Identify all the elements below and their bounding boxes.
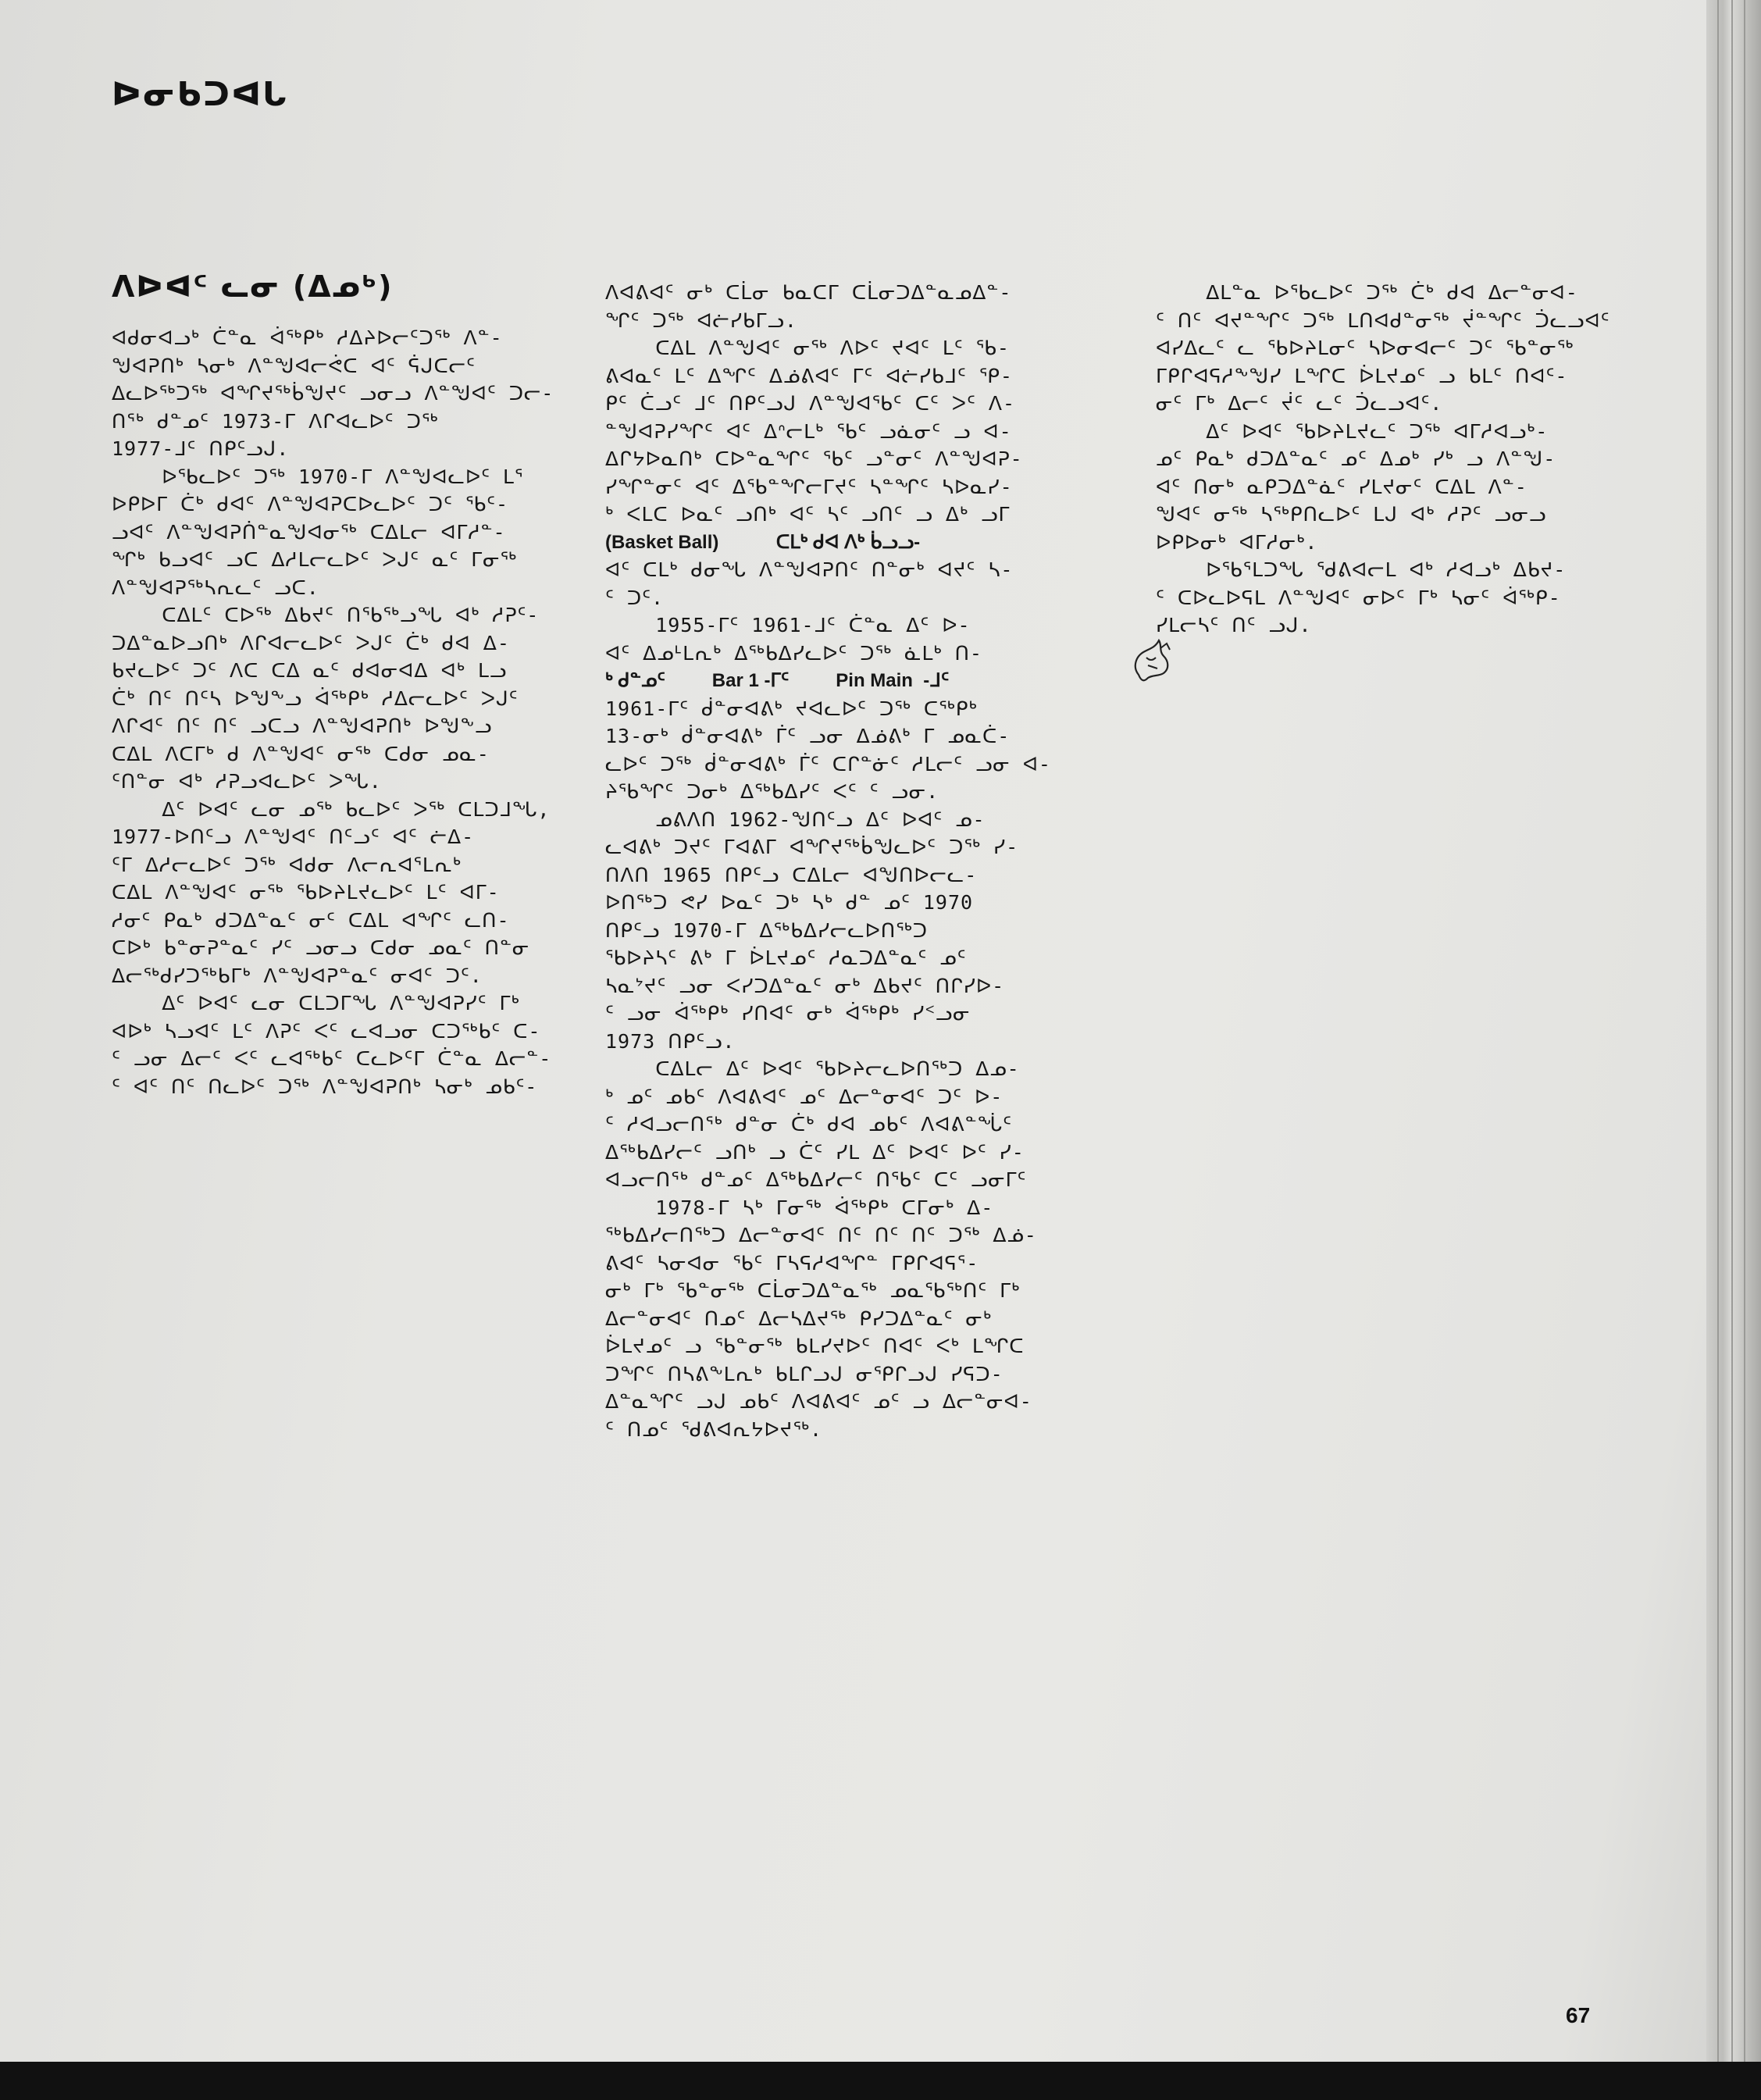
page-binding-edge <box>1706 0 1761 2062</box>
text-line: ᑐᐃᓐᓇᐅᓗᑎᒃ ᐱᒋᐊᓕᓚᐅᑦ ᐳᒍᑦ ᑖᒃ ᑯᐊ ᐃ- <box>112 631 510 654</box>
text-line: ᓗᐊᑦ ᐱᓐᖑᐊᕈᑏᓐᓇᖑᐊᓂᖅ ᑕᐃᒪᓕ ᐊᒥᓱᓐ- <box>112 520 506 544</box>
text-line: ᐅᑎᖅᑐ ᕙᓯ ᐅᓇᑦ ᑐᒃ ᓴᒃ ᑯᓐ ᓄᑦ 1970 <box>605 891 974 914</box>
text-line: ᐃᑦ ᐅᐊᑦ ᓚᓂ ᑕᒪᑐᒥᖓ ᐱᓐᖑᐊᕈᓯᑦ ᒥᒃ <box>112 992 520 1014</box>
scan-bottom-edge <box>0 2062 1761 2100</box>
text-line: 13-ᓂᒃ ᑰᓐᓂᐊᕕᒃ ᒦᑦ ᓗᓂ ᐃᓅᕕᒃ ᒥ ᓄᓇᑖ- <box>605 725 1011 747</box>
text-line: ᒥᑭᒋᐊᕋᓱᖕᖑᓯ ᒪᖏᑕ ᐆᒪᔪᓄᑦ ᓗ ᑲᒪᑦ ᑎᐊᑦ- <box>1156 364 1568 387</box>
text-line: ᑦᒥ ᐃᓱᓕᓚᐅᑦ ᑐᖅ ᐊᑯᓂ ᐱᓕᕆᐊᕐᒪᕆᒃ <box>112 853 462 876</box>
text-line: ᑐᖏᑦ ᑎᓴᕕᖕᒪᕆᒃ ᑲᒪᒋᓗᒍ ᓂᕿᒋᓗᒍ ᓯᕋᑐ- <box>605 1362 1003 1385</box>
text-line: ᓄᑦ ᑭᓇᒃ ᑯᑐᐃᓐᓇᑦ ᓄᑦ ᐃᓄᒃ ᓯᒃ ᓗ ᐱᓐᖑ- <box>1156 447 1556 470</box>
page-number: 67 <box>1566 2003 1591 2027</box>
text-line: ᓯᖏᓐᓂᑦ ᐊᑦ ᐃᖃᓐᖏᓕᒥᔪᑦ ᓴᓐᖏᑦ ᓴᐅᓇᓯ- <box>605 475 1013 498</box>
text-line: ᐅᖃᕐᒪᑐᖓ ᖁᕕᐊᓕᒪ ᐊᒃ ᓱᐊᓗᒃ ᐃᑲᔪ- <box>1156 558 1567 581</box>
text-line: ᐅᖃᓚᐅᑦ ᑐᖅ 1970-ᒥ ᐱᓐᖑᐊᓚᐅᑦ ᒪᕐ <box>112 465 524 488</box>
text-line: ᐃᓚᐅᖅᑐᖅ ᐊᖏᔪᖅᑳᖑᔪᑦ ᓗᓂᓗ ᐱᓐᖑᐊᑦ ᑐᓕ- <box>112 382 554 405</box>
text-line: ᕕᐊᑦ ᓴᓂᐊᓂ ᖃᑦ ᒥᓴᕋᓱᐊᖏᓐ ᒥᑭᒋᐊᕋᕐ- <box>605 1251 979 1275</box>
text-line: ᓄᕕᐱᑎ 1962-ᖑᑎᑦᓗ ᐃᑦ ᐅᐊᑦ ᓄ- <box>605 808 986 831</box>
text-line: ᑦ ᓗᓂ ᐃᓕᑦ ᐸᑦ ᓚᐊᖅᑲᑦ ᑕᓚᐅᑦᒥ ᑖᓐᓇ ᐃᓕᓐ- <box>112 1047 552 1070</box>
text-line: ᐃᖅᑲᐃᓯᓕᑦ ᓗᑎᒃ ᓗ ᑖᑦ ᓯᒪ ᐃᑦ ᐅᐊᑦ ᐅᑦ ᓯ- <box>605 1140 1025 1164</box>
text-line: ᐱᐊᕕᐊᑦ ᓂᒃ ᑕᒫᓂ ᑲᓇᑕᒥ ᑕᒫᓂᑐᐃᓐᓇᓄᐃᓐ- <box>605 281 1012 304</box>
text-line: ᐃᓐᓇᖏᑦ ᓗᒍ ᓄᑲᑦ ᐱᐊᕕᐊᑦ ᓄᑦ ᓗ ᐃᓕᓐᓂᐊ- <box>605 1390 1032 1413</box>
text-line: ᓐᖑᐊᕈᓯᖏᑦ ᐊᑦ ᐃᐢᓕᒪᒃ ᖃᑦ ᓗᓈᓂᑦ ᓗ ᐊ- <box>605 419 1012 443</box>
hand-drawn-sketch-icon <box>1125 634 1179 689</box>
text-line: ᐊᑦ ᑎᓂᒃ ᓇᑭᑐᐃᓐᓈᑦ ᓯᒪᔪᓂᑦ ᑕᐃᒪ ᐱᓐ- <box>1156 475 1528 498</box>
text-line: ᐊᑯᓂᐊᓗᒃ ᑖᓐᓇ ᐋᖅᑭᒃ ᓱᐃᔨᐅᓕᑦᑐᖅ ᐱᓐ- <box>112 326 503 349</box>
text-line: ᑕᐃᒪ ᐱᑕᒥᒃ ᑯ ᐱᓐᖑᐊᑦ ᓂᖅ ᑕᑯᓂ ᓄᓇ- <box>112 742 490 765</box>
text-line: ᐊᑦ ᐃᓄᒻᒪᕆᒃ ᐃᖅᑲᐃᓯᓚᐅᑦ ᑐᖅ ᓈᒪᒃ ᑎ- <box>605 641 982 665</box>
text-line: ᓴᓇᔾᔪᑦ ᓗᓂ ᐸᓯᑐᐃᓐᓇᑦ ᓂᒃ ᐃᑲᔪᑦ ᑎᒋᓯᐅ- <box>605 974 1005 997</box>
text-line: ᑎᐱᑎ 1965 ᑎᑭᑦᓗ ᑕᐃᒪᓕ ᐊᖑᑎᐅᓕᓚ- <box>605 863 978 886</box>
text-line: ᐃᓕᖅᑯᓯᑐᖅᑲᒥᒃ ᐱᓐᖑᐊᕈᓐᓇᑦ ᓂᐊᑦ ᑐᑦ. <box>112 964 483 987</box>
text-line: ᐊᓗᓕᑎᕐᒃ ᑯᓐᓄᑦ ᐃᖅᑲᐃᓯᓕᑦ ᑎᖃᑦ ᑕᑦ ᓗᓂᒥᑦ <box>605 1168 1027 1191</box>
text-line: ᑕᐃᒪ ᐱᓐᖑᐊᑦ ᓂᖅ ᐱᐅᑦ ᔪᐊᑦ ᒪᑦ ᖃ- <box>605 337 1010 359</box>
text-line: ᑕᐃᒪᓕ ᐃᑦ ᐅᐊᑦ ᖃᐅᔨᓕᓚᐅᑎᖅᑐ ᐃᓄ- <box>605 1057 1020 1080</box>
text-line: ᓯᒪᓕᓴᑦ ᑎᑦ ᓗᒍ. <box>1156 614 1312 636</box>
text-line: ᔨᖃᖏᑦ ᑐᓂᒃ ᐃᖅᑲᐃᓯᑦ ᐸᑦ ᑦ ᓗᓂ. <box>605 780 939 803</box>
text-line: 1977-ᒧᑦ ᑎᑭᑦᓗᒍ. <box>112 437 290 460</box>
text-line: ᐱᓐᖑᐊᕈᖅᓴᕆᓚᑦ ᓗᑕ. <box>112 576 319 599</box>
text-line: ᖑᐊᑦ ᓂᖅ ᓴᖅᑭᑎᓚᐅᑦ ᒪᒍ ᐊᒃ ᓱᕈᑦ ᓗᓂᓗ <box>1156 503 1547 526</box>
text-line: ᑎᕐᒃ ᑯᓐᓄᑦ 1973-ᒥ ᐱᒋᐊᓚᐅᑦ ᑐᖅ <box>112 409 439 433</box>
article-heading: ᐱᐅᐊᑦ ᓚᓂ (ᐃᓄᒃ) <box>112 269 394 304</box>
text-line: ᕕᐊᓇᑦ ᒪᑦ ᐃᖏᑦ ᐃᓅᕕᐊᑦ ᒥᑦ ᐊᓖᓯᑲᒧᑦ ᕿ- <box>605 364 1013 387</box>
text-line: ᖏᑦ ᑐᖅ ᐊᓖᓯᑲᒥᓗ. <box>605 308 797 332</box>
page-header-title: ᐅᓂᑲᑐᐊᒐ <box>112 75 289 113</box>
text-line: ᖑᐊᕈᑎᒃ ᓴᓂᒃ ᐱᓐᖑᐊᓕᕚᑕ ᐊᑦ ᕌᒍᑕᓕᑦ <box>112 354 476 377</box>
text-line: ᐃᑦ ᐅᐊᑦ ᓚᓂ ᓄᖅ ᑲᓚᐅᑦ ᐳᖅ ᑕᒪᑐᒧᖓ, <box>112 797 551 821</box>
text-line: ᑦ ᓗᓂ ᐋᖅᑭᒃ ᓯᑎᐊᑦ ᓂᒃ ᐋᖅᑭᒃ ᓯᑉᓗᓂ <box>605 1002 971 1025</box>
text-line: ᒃ ᐸᒪᑕ ᐅᓇᑦ ᓗᑎᒃ ᐊᑦ ᓴᑦ ᓗᑎᑦ ᓗ ᐃᒃ ᓗᒥ <box>605 503 1011 526</box>
text-line: ᑕᐃᒪ ᐱᓐᖑᐊᑦ ᓂᖅ ᖃᐅᔨᒪᔪᓚᐅᑦ ᒪᑦ ᐊᒥ- <box>112 881 500 904</box>
text-line: ᑦ ᑎᑦ ᐊᔪᓐᖏᑦ ᑐᖅ ᒪᑎᐊᑯᓐᓂᖅ ᔫᓐᖏᑦ ᑑᓚᓗᐊᑦ <box>1156 308 1610 332</box>
text-line: ᑦ ᑐᑦ. <box>605 586 665 609</box>
text-column-2 <box>605 279 1051 1443</box>
text-line: ᐅᑭᐅᓂᒃ ᐊᒥᓱᓂᒃ. <box>1156 530 1318 554</box>
text-line: ᑦᑎᓐᓂ ᐊᒃ ᓱᕈᓗᐊᓚᐅᑦ ᐳᖓ. <box>112 770 382 793</box>
text-line: ᖅᑲᐃᓯᓕᑎᖅᑐ ᐃᓕᓐᓂᐊᑦ ᑎᑦ ᑎᑦ ᑎᑦ ᑐᖅ ᐃᓅ- <box>605 1224 1037 1246</box>
text-line: ᑦ ᑕᐅᓚᐅᕋᒪ ᐱᓐᖑᐊᑦ ᓂᐅᑦ ᒥᒃ ᓴᓂᑦ ᐋᖅᑭ- <box>1156 586 1561 609</box>
text-line: ᐊᑦ ᑕᒪᒃ ᑯᓂᖓ ᐱᓐᖑᐊᕈᑎᑦ ᑎᓐᓂᒃ ᐊᔪᑦ ᓴ- <box>605 558 1014 581</box>
text-line: ᑦ ᐊᑦ ᑎᑦ ᑎᓚᐅᑦ ᑐᖅ ᐱᓐᖑᐊᕈᑎᒃ ᓴᓂᒃ ᓄᑲᑦ- <box>112 1075 538 1098</box>
text-line: ᖏᒃ ᑲᓗᐊᑦ ᓗᑕ ᐃᓱᒪᓕᓚᐅᑦ ᐳᒍᑦ ᓇᑦ ᒥᓂᖅ <box>112 548 518 571</box>
text-line: ᓚᐊᕕᒃ ᑐᔪᑦ ᒥᐊᕕᒥ ᐊᖏᔪᖅᑳᖑᓚᐅᑦ ᑐᖅ ᓯ- <box>605 836 1019 858</box>
text-line: ᐊᓯᐃᓚᑦ ᓚ ᖃᐅᔨᒪᓂᑦ ᓴᐅᓂᐊᓕᑦ ᑐᑦ ᖃᓐᓂᖅ <box>1156 337 1574 359</box>
text-line: ᓚᐅᑦ ᑐᖅ ᑰᓐᓂᐊᕕᒃ ᒦᑦ ᑕᒋᓐᓃᑦ ᓱᒪᓕᑦ ᓗᓂ ᐊ- <box>605 752 1051 775</box>
text-line: ᑦ ᑎᓄᑦ ᖁᕕᐊᕆᔭᐅᔪᖅ. <box>605 1417 823 1441</box>
text-line: ᑕᐅᒃ ᑲᓐᓂᕈᓐᓇᑦ ᓯᑦ ᓗᓂᓗ ᑕᑯᓂ ᓄᓇᑦ ᑎᓐᓂ <box>112 936 530 959</box>
text-line: ᑖᒃ ᑎᑦ ᑎᑦᓴ ᐅᖑᖕᓗ ᐋᖅᑭᒃ ᓱᐃᓕᓚᐅᑦ ᐳᒍᑦ <box>112 686 519 710</box>
text-column-1 <box>112 324 554 1100</box>
text-line: 1955-ᒥᑦ 1961-ᒧᑦ ᑖᓐᓇ ᐃᑦ ᐅ- <box>605 614 971 636</box>
text-line: ᒃ ᑯᓐᓄᑦ Bar 1 -ᒥᑦ Pin Main -ᒧᑦ <box>605 670 950 691</box>
text-column-3 <box>1156 279 1609 640</box>
text-line: 1961-ᒥᑦ ᑰᓐᓂᐊᕕᒃ ᔪᐊᓚᐅᑦ ᑐᖅ ᑕᖅᑭᒃ <box>605 697 978 720</box>
text-line: ᑲᔪᓚᐅᑦ ᑐᑦ ᐱᑕ ᑕᐃ ᓇᑦ ᑯᐊᓂᐊᐃ ᐊᒃ ᒪᓗ <box>112 659 508 682</box>
text-line: ᐃᑦ ᐅᐊᑦ ᖃᐅᔨᒪᔪᓚᑦ ᑐᖅ ᐊᒥᓱᐊᓗᒃ- <box>1156 419 1549 443</box>
text-line: ᓂᑦ ᒥᒃ ᐃᓕᑦ ᔫᑦ ᓚᑦ ᑑᓚᓗᐊᑦ. <box>1156 392 1443 415</box>
text-line: ᐃᓕᓐᓂᐊᑦ ᑎᓄᑦ ᐃᓕᓴᐃᔪᖅ ᑭᓯᑐᐃᓐᓇᑦ ᓂᒃ <box>605 1307 993 1330</box>
text-line: 1977-ᐅᑎᑦᓗ ᐱᓐᖑᐊᑦ ᑎᑦᓗᑦ ᐊᑦ ᓖᐃ- <box>112 825 475 848</box>
text-line: ᑦ ᓱᐊᓗᓕᑎᕐᒃ ᑯᓐᓂ ᑖᒃ ᑯᐊ ᓄᑲᑦ ᐱᐊᕕᓐᖔᑦ <box>605 1113 1012 1136</box>
text-line: ᐃᒪᓐᓇ ᐅᖃᓚᐅᑦ ᑐᖅ ᑖᒃ ᑯᐊ ᐃᓕᓐᓂᐊ- <box>1156 281 1578 304</box>
text-line: ᑎᑭᑦᓗ 1970-ᒥ ᐃᖅᑲᐃᓯᓕᓚᐅᑎᖅᑐ <box>605 918 929 942</box>
text-line: 1978-ᒥ ᓴᒃ ᒥᓂᖅ ᐋᖅᑭᒃ ᑕᒥᓂᒃ ᐃ- <box>605 1196 994 1219</box>
text-line: ᒃ ᓄᑦ ᓄᑲᑦ ᐱᐊᕕᐊᑦ ᓄᑦ ᐃᓕᓐᓂᐊᑦ ᑐᑦ ᐅ- <box>605 1085 1003 1108</box>
text-line: ᐅᑭᐅᒥ ᑖᒃ ᑯᐊᑦ ᐱᓐᖑᐊᕈᑕᐅᓚᐅᑦ ᑐᑦ ᖃᑦ- <box>112 493 509 515</box>
text-line: ᐆᒪᔪᓄᑦ ᓗ ᖃᓐᓂᖅ ᑲᒪᓯᔪᐅᑦ ᑎᐊᑦ ᐸᒃ ᒪᖏᑕ <box>605 1335 1025 1357</box>
text-line: ᓂᒃ ᒥᒃ ᖃᓐᓂᖅ ᑕᒫᓂᑐᐃᓐᓇᖅ ᓄᓇᖃᖅᑎᑦ ᒥᒃ <box>605 1279 1021 1302</box>
text-line: ᓱᓂᑦ ᑭᓇᒃ ᑯᑐᐃᓐᓇᑦ ᓂᑦ ᑕᐃᒪ ᐊᖏᑦ ᓚᑎ- <box>112 908 510 932</box>
text-line: (Basket Ball) ᑕᒪᒃ ᑯᐊ ᐱᒃ ᑳᓗᓗ- <box>605 531 921 553</box>
text-line: ᑭᑦ ᑖᓗᑦ ᒧᑦ ᑎᑭᑦᓗᒍ ᐱᓐᖑᐊᖃᑦ ᑕᑦ ᐳᑦ ᐱ- <box>605 392 1016 415</box>
text-line: 1973 ᑎᑭᑦᓗ. <box>605 1029 736 1053</box>
text-line: ᐱᒋᐊᑦ ᑎᑦ ᑎᑦ ᓗᑕᓗ ᐱᓐᖑᐊᕈᑎᒃ ᐅᖑᖕᓗ <box>112 715 493 737</box>
text-line: ᑕᐃᒪᑦ ᑕᐅᖅ ᐃᑲᔪᑦ ᑎᖃᖅᓗᖓ ᐊᒃ ᓱᕈᑦ- <box>112 604 540 626</box>
text-line: ᐊᐅᒃ ᓴᓗᐊᑦ ᒪᑦ ᐱᕈᑦ ᐸᑦ ᓚᐊᓗᓂ ᑕᑐᖅᑲᑦ ᑕ- <box>112 1019 541 1043</box>
text-line: ᖃᐅᔨᓴᑦ ᕕᒃ ᒥ ᐆᒪᔪᓄᑦ ᓱᓇᑐᐃᓐᓇᑦ ᓄᑦ <box>605 947 967 969</box>
text-line: ᐃᒋᔭᐅᓇᑎᒃ ᑕᐅᓐᓇᖏᑦ ᖃᑦ ᓗᓐᓂᑦ ᐱᓐᖑᐊᕈ- <box>605 447 1023 470</box>
